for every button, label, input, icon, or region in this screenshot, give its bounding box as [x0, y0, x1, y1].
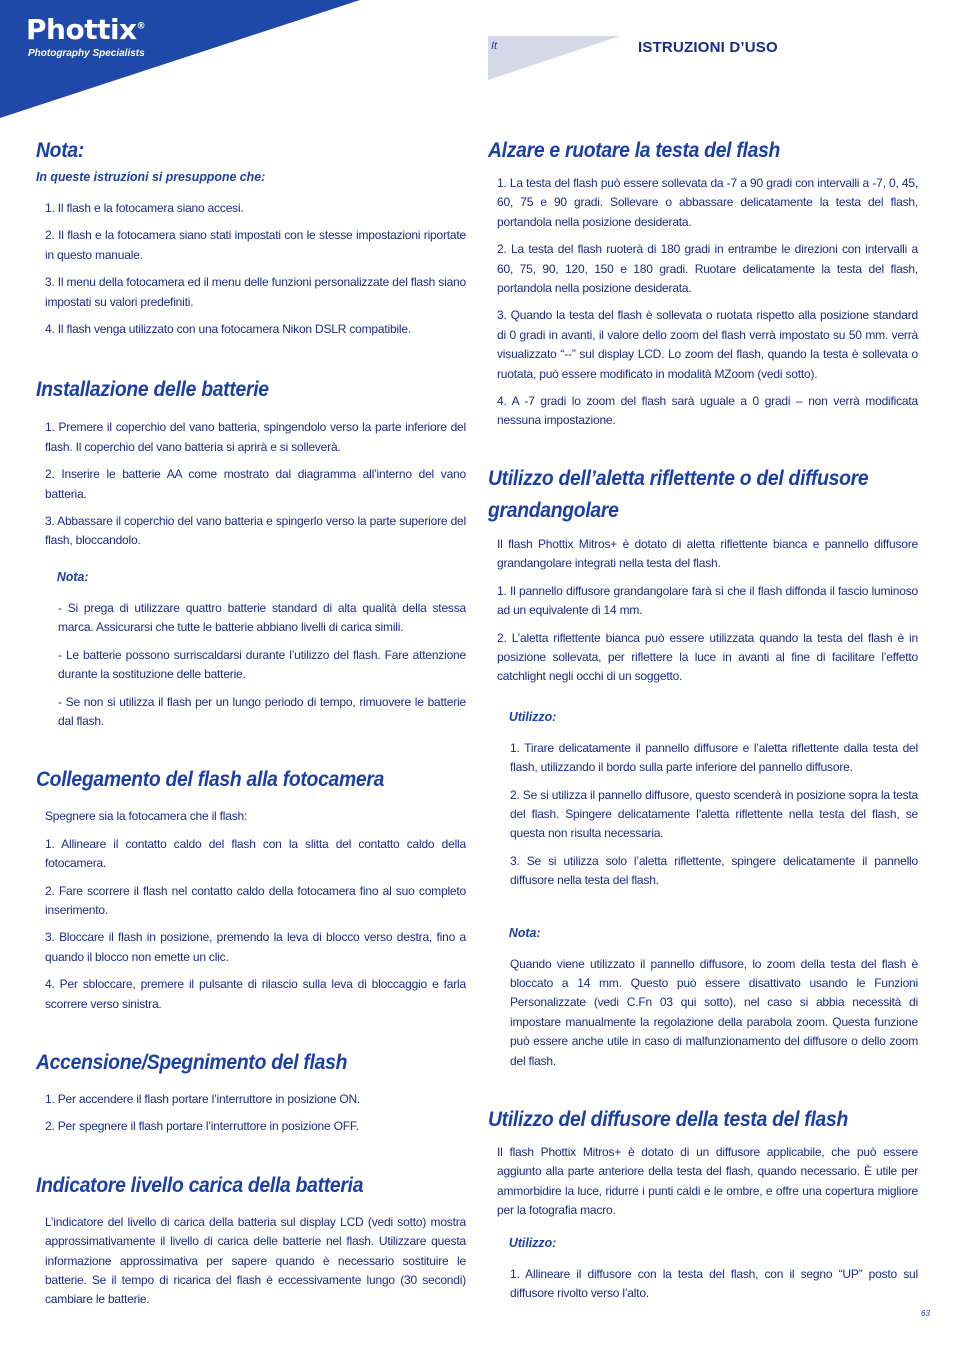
connection-item: 1. Allineare il contatto caldo del flash con la slitta del contatto caldo della fotocamera.: [45, 836, 466, 871]
section-title-power: Accensione/Spegnimento del flash: [36, 1050, 348, 1074]
battery-nota-title: Nota:: [56, 568, 89, 584]
rotate-item: 4. A -7 gradi lo zoom del flash sarà uguale a 0 gradi – non verrà modificata nessuna impostazione.: [497, 394, 918, 428]
section-title-rotate: Alzare e ruotare la testa del flash: [488, 139, 781, 162]
reflector-item: 2. L’aletta riflettente bianca può essere utilizzata quando la testa del flash è in posizione sollevata, per riflettere la luce in avanti al fine di facilitare l’effetto catchlight negli occhi di un soggetto.: [497, 630, 918, 684]
diffuser-use-item: 1. Allineare il diffusore con la testa del flash, con il segno “UP” posto sul diffusore rivolto verso l’alto.: [510, 1266, 918, 1301]
reflector-use-item: 3. Se si utilizza solo l’aletta riflettente, spingere delicatamente il pannello diffusore nella testa del flash.: [510, 853, 918, 888]
document-type-title: ISTRUZIONI D’USO: [638, 39, 778, 56]
connection-item: 2. Fare scorrere il flash nel contatto caldo della fotocamera fino al suo completo inserimento.: [45, 883, 466, 917]
battery-nota-item: - Se non si utilizza il flash per un lungo periodo di tempo, rimuovere le batterie dal flash.: [58, 694, 466, 728]
brand-name: Phottix: [26, 13, 137, 46]
nota-item: 2. Il flash e la fotocamera siano stati impostati con le stesse impostazioni riportate in questo manuale.: [45, 228, 466, 262]
battery-nota-item: - Si prega di utilizzare quattro batterie standard di alta qualità della stessa marca. Assicurarsi che tutte le batterie abbiano livelli di carica simili.: [58, 600, 466, 635]
section-title-connection: Collegamento del flash alla fotocamera: [36, 768, 385, 792]
nota-item: 4. Il flash venga utilizzato con una fotocamera Nikon DSLR compatibile.: [45, 322, 411, 337]
page-number: 63: [921, 1309, 930, 1318]
connection-item: 3. Bloccare il flash in posizione, premendo la leva di blocco verso destra, fino a quando il blocco non emette un clic.: [45, 930, 466, 964]
battery-item: 3. Abbassare il coperchio del vano batteria e spingerlo verso la parte superiore del flash, bloccandolo.: [45, 514, 466, 548]
reflector-nota-text: Quando viene utilizzato il pannello diffusore, lo zoom della testa del flash è bloccato a 14 mm. Questo può essere disattivato usando le Funzioni Personalizzate (vedi C.Fn 03 qui sotto), nel caso si abbia necessità di impostare manualmente la regolazione della parabola zoom. Questa funzione può essere anche utile in caso di malfunzionamento del diffusore o dello zoom del flash.: [510, 956, 918, 1068]
battery-item: 2. Inserire le batterie AA come mostrato dal diagramma all’interno del vano batteria.: [45, 467, 466, 501]
reflector-intro: Il flash Phottix Mitros+ è dotato di aletta riflettente bianca e pannello diffusore grandangolare integrati nella testa del flash.: [497, 536, 918, 571]
rotate-item: 1. La testa del flash può essere sollevata da -7 a 90 gradi con intervalli a -7, 0, 45, 60, 75 e 90 gradi. Sollevare o abbassare delicatamente la testa del flash, portandola nella posizione desiderata.: [497, 176, 918, 229]
nota-subtitle: In queste istruzioni si presuppone che:: [36, 169, 266, 184]
connection-item: 4. Per sbloccare, premere il pulsante di rilascio sulla leva di bloccaggio e farla scorrere verso sinistra.: [45, 977, 466, 1011]
section-title-nota: Nota:: [36, 139, 84, 162]
right-column: [488, 136, 918, 1303]
rotate-item: 3. Quando la testa del flash è sollevata o ruotata rispetto alla posizione standard di 0 gradi in avanti, il valore dello zoom del flash verrà impostato su 50 mm. verrà visualizzato “--” sul display LCD. Lo zoom del flash, quando la testa è sollevata o ruotata, può essere modificato in modalità MZoom (vedi sotto).: [497, 308, 918, 381]
reflector-use-title: Utilizzo:: [508, 708, 557, 724]
reflector-use-item: 2. Se si utilizza il pannello diffusore, questo scenderà in posizione sopra la testa del flash. Spingere delicatamente l’aletta riflettente nella testa del flash, se questa non risulta necessaria.: [510, 787, 918, 841]
left-column: [36, 136, 466, 1310]
battery-nota-item: - Le batterie possono surriscaldarsi durante l’utilizzo del flash. Fare attenzione durante la sostituzione delle batterie.: [58, 647, 466, 682]
language-label: It: [491, 40, 498, 52]
rotate-item: 2. La testa del flash ruoterà di 180 gradi in entrambe le direzioni con intervalli a 60, 75, 90, 120, 150 e 180 gradi. Ruotare delicatamente la testa del flash, portandola nella posizione desiderata.: [497, 242, 918, 296]
section-title-diffuser: Utilizzo del diffusore della testa del flash: [488, 1108, 849, 1131]
brand-logo[interactable]: [26, 13, 146, 59]
reflector-use-item: 1. Tirare delicatamente il pannello diffusore e l’aletta riflettente dalla testa del flash, utilizzando il bordo sulla parte inferiore del pannello diffusore.: [510, 740, 918, 775]
power-item: 1. Per accendere il flash portare l’interruttore in posizione ON.: [45, 1091, 361, 1106]
battery-level-text: L’indicatore del livello di carica della batteria sul display LCD (vedi sotto) mostra approssimativamente il livello di carica delle batterie nel flash. Utilizzare questa informazione approssimativa per sapere quando è necessario sostituire le batterie. Se il tempo di ricarica del flash è eccessivamente lungo (30 secondi) cambiare le batterie.: [45, 1214, 466, 1307]
connection-intro: Spegnere sia la fotocamera che il flash:: [45, 809, 248, 824]
language-tab: [488, 36, 620, 80]
section-title-battery-level: Indicatore livello carica della batteria: [36, 1173, 364, 1197]
diffuser-use-title: Utilizzo:: [508, 1234, 557, 1250]
reflector-item: 1. Il pannello diffusore grandangolare farà sì che il flash diffonda il fascio luminoso ad un equivalente di 14 mm.: [497, 583, 918, 618]
registered-mark: ®: [136, 21, 146, 32]
nota-item: 3. Il menu della fotocamera ed il menu delle funzioni personalizzate del flash siano impostati su valori predefiniti.: [45, 275, 466, 309]
section-title-batteries: Installazione delle batterie: [36, 378, 269, 402]
battery-item: 1. Premere il coperchio del vano batteria, spingendolo verso la parte inferiore del flash. Il coperchio del vano batteria si aprirà e si solleverà.: [45, 420, 466, 454]
reflector-nota-title: Nota:: [508, 924, 541, 940]
power-item: 2. Per spegnere il flash portare l’interruttore in posizione OFF.: [45, 1119, 359, 1134]
diffuser-intro: Il flash Phottix Mitros+ è dotato di un diffusore applicabile, che può essere aggiunto alla parte anteriore della testa del flash, quando necessario. È utile per ammorbidire la luce, ridurre i punti caldi e le ombre, e offre una copertura migliore per la fotografia macro.: [497, 1145, 918, 1218]
section-title-reflector: Utilizzo dell’aletta riflettente o del diffusore grandangolare: [488, 466, 869, 522]
brand-tagline: Photography Specialists: [28, 48, 145, 59]
nota-item: 1. Il flash e la fotocamera siano accesi.: [45, 201, 244, 215]
